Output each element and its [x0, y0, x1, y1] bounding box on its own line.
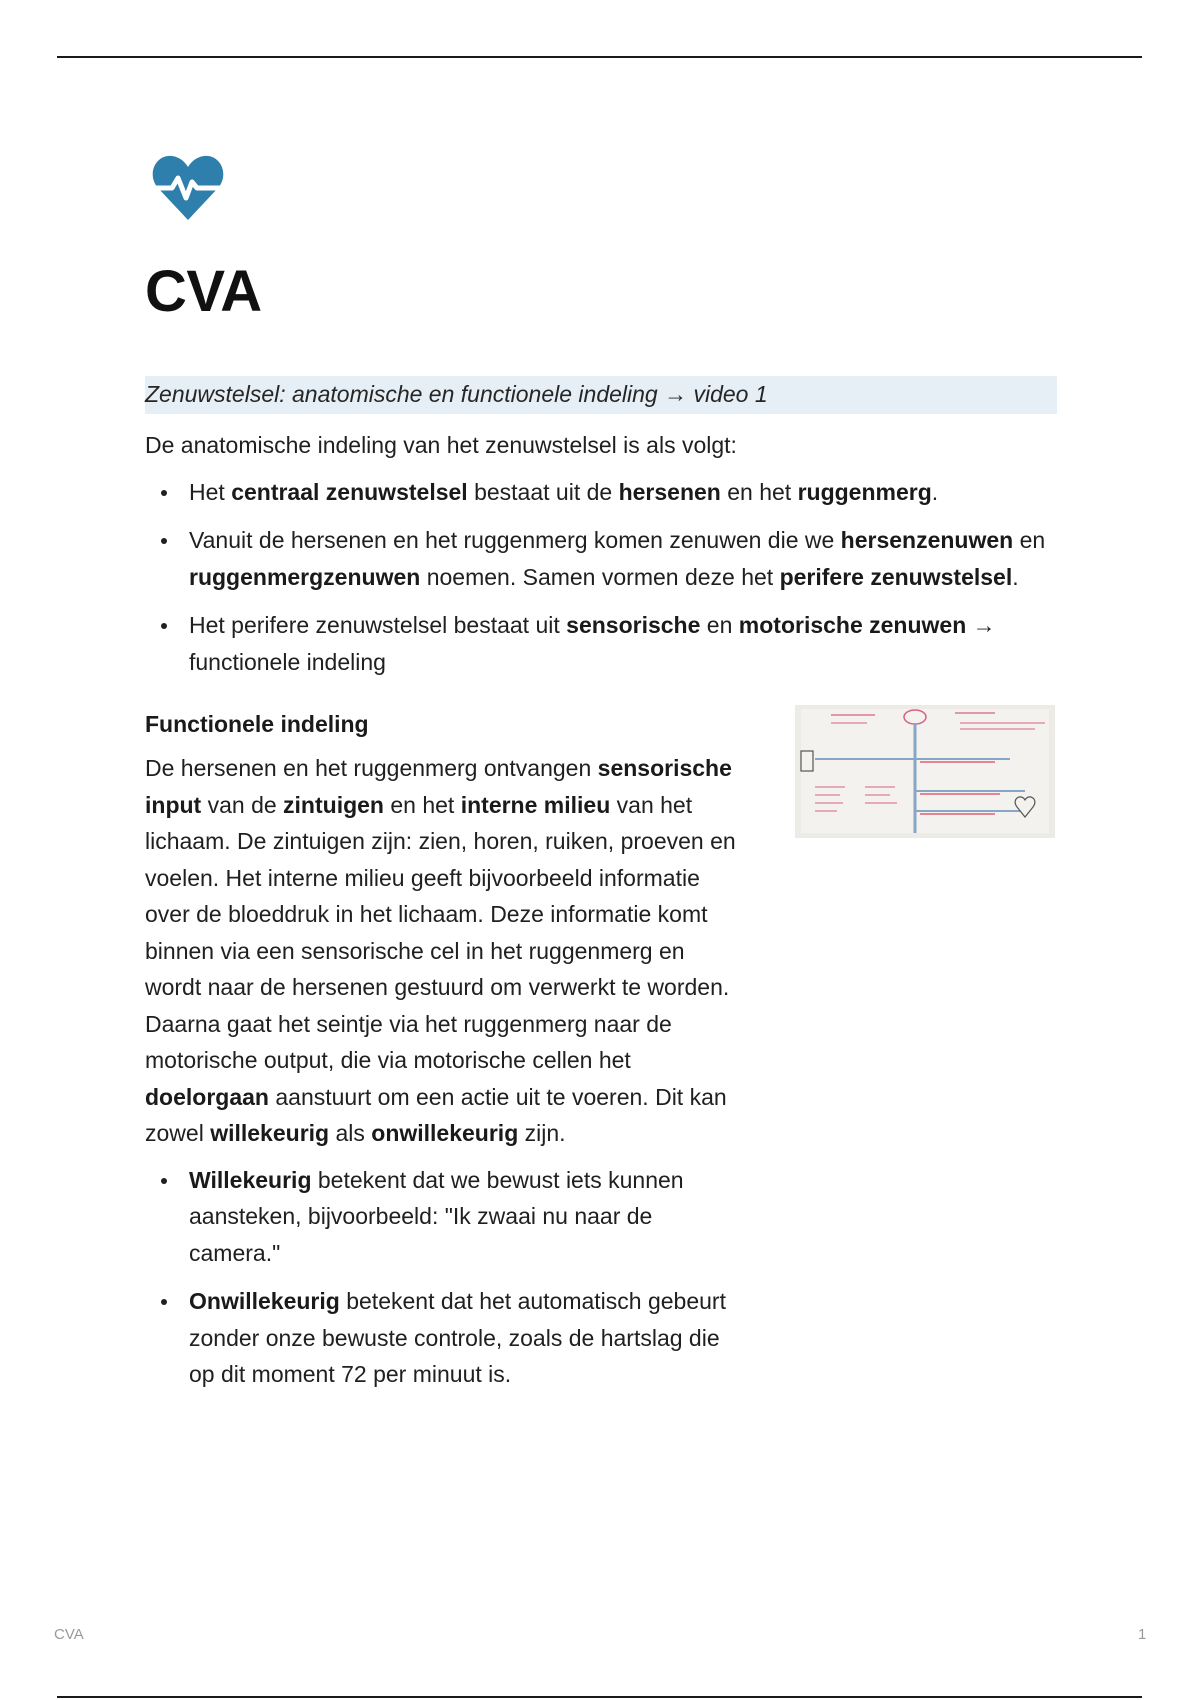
- top-divider: [57, 56, 1142, 58]
- list-item: Willekeurig betekent dat we bewust iets kunnen aansteken, bijvoorbeeld: "Ik zwaai nu naar de camera.": [145, 1162, 745, 1272]
- list-item: Vanuit de hersenen en het ruggenmerg komen zenuwen die we hersenzenuwen en ruggenmergzenuwen noemen. Samen vormen deze het perifere zenuwstelsel.: [145, 522, 1057, 595]
- page-content: [145, 150, 1057, 1405]
- functional-paragraph: De hersenen en het ruggenmerg ontvangen sensorische input van de zintuigen en het interne milieu van het lichaam. De zintuigen zijn: zien, horen, ruiken, proeven en voelen. Het interne milieu geeft bijvoorbeeld informatie over de bloeddruk in het lichaam. Deze informatie komt binnen via een sensorische cel in het ruggenmerg en wordt naar de hersenen gestuurd om verwerkt te worden. Daarna gaat het seintje via het ruggenmerg naar de motorische output, die via motorische cellen het doelorgaan aanstuurt om een actie uit te voeren. Dit kan zowel willekeurig als onwillekeurig zijn.: [145, 755, 736, 1146]
- voluntary-list: [145, 1162, 745, 1393]
- functional-section: [145, 706, 1057, 1393]
- heart-pulse-icon: [150, 150, 226, 226]
- list-item: Onwillekeurig betekent dat het automatisch gebeurt zonder onze bewuste controle, zoals de hartslag die op dit moment 72 per minuut is.: [145, 1283, 745, 1393]
- anatomy-list: [145, 474, 1057, 681]
- nervous-system-diagram-image[interactable]: [795, 705, 1055, 838]
- list-item: Het centraal zenuwstelsel bestaat uit de hersenen en het ruggenmerg.: [145, 474, 1057, 511]
- intro-text: De anatomische indeling van het zenuwstelsel is als volgt:: [145, 432, 737, 458]
- bottom-divider: [57, 1696, 1142, 1698]
- page-title: CVA: [145, 259, 262, 324]
- video-callout: Zenuwstelsel: anatomische en functionele indeling → video 1: [145, 376, 1057, 414]
- list-item: Het perifere zenuwstelsel bestaat uit sensorische en motorische zenuwen → functionele indeling: [145, 607, 1057, 680]
- section-heading: Functionele indeling: [145, 711, 369, 737]
- page-number: 1: [1138, 1626, 1147, 1643]
- footer-title: CVA: [54, 1626, 84, 1643]
